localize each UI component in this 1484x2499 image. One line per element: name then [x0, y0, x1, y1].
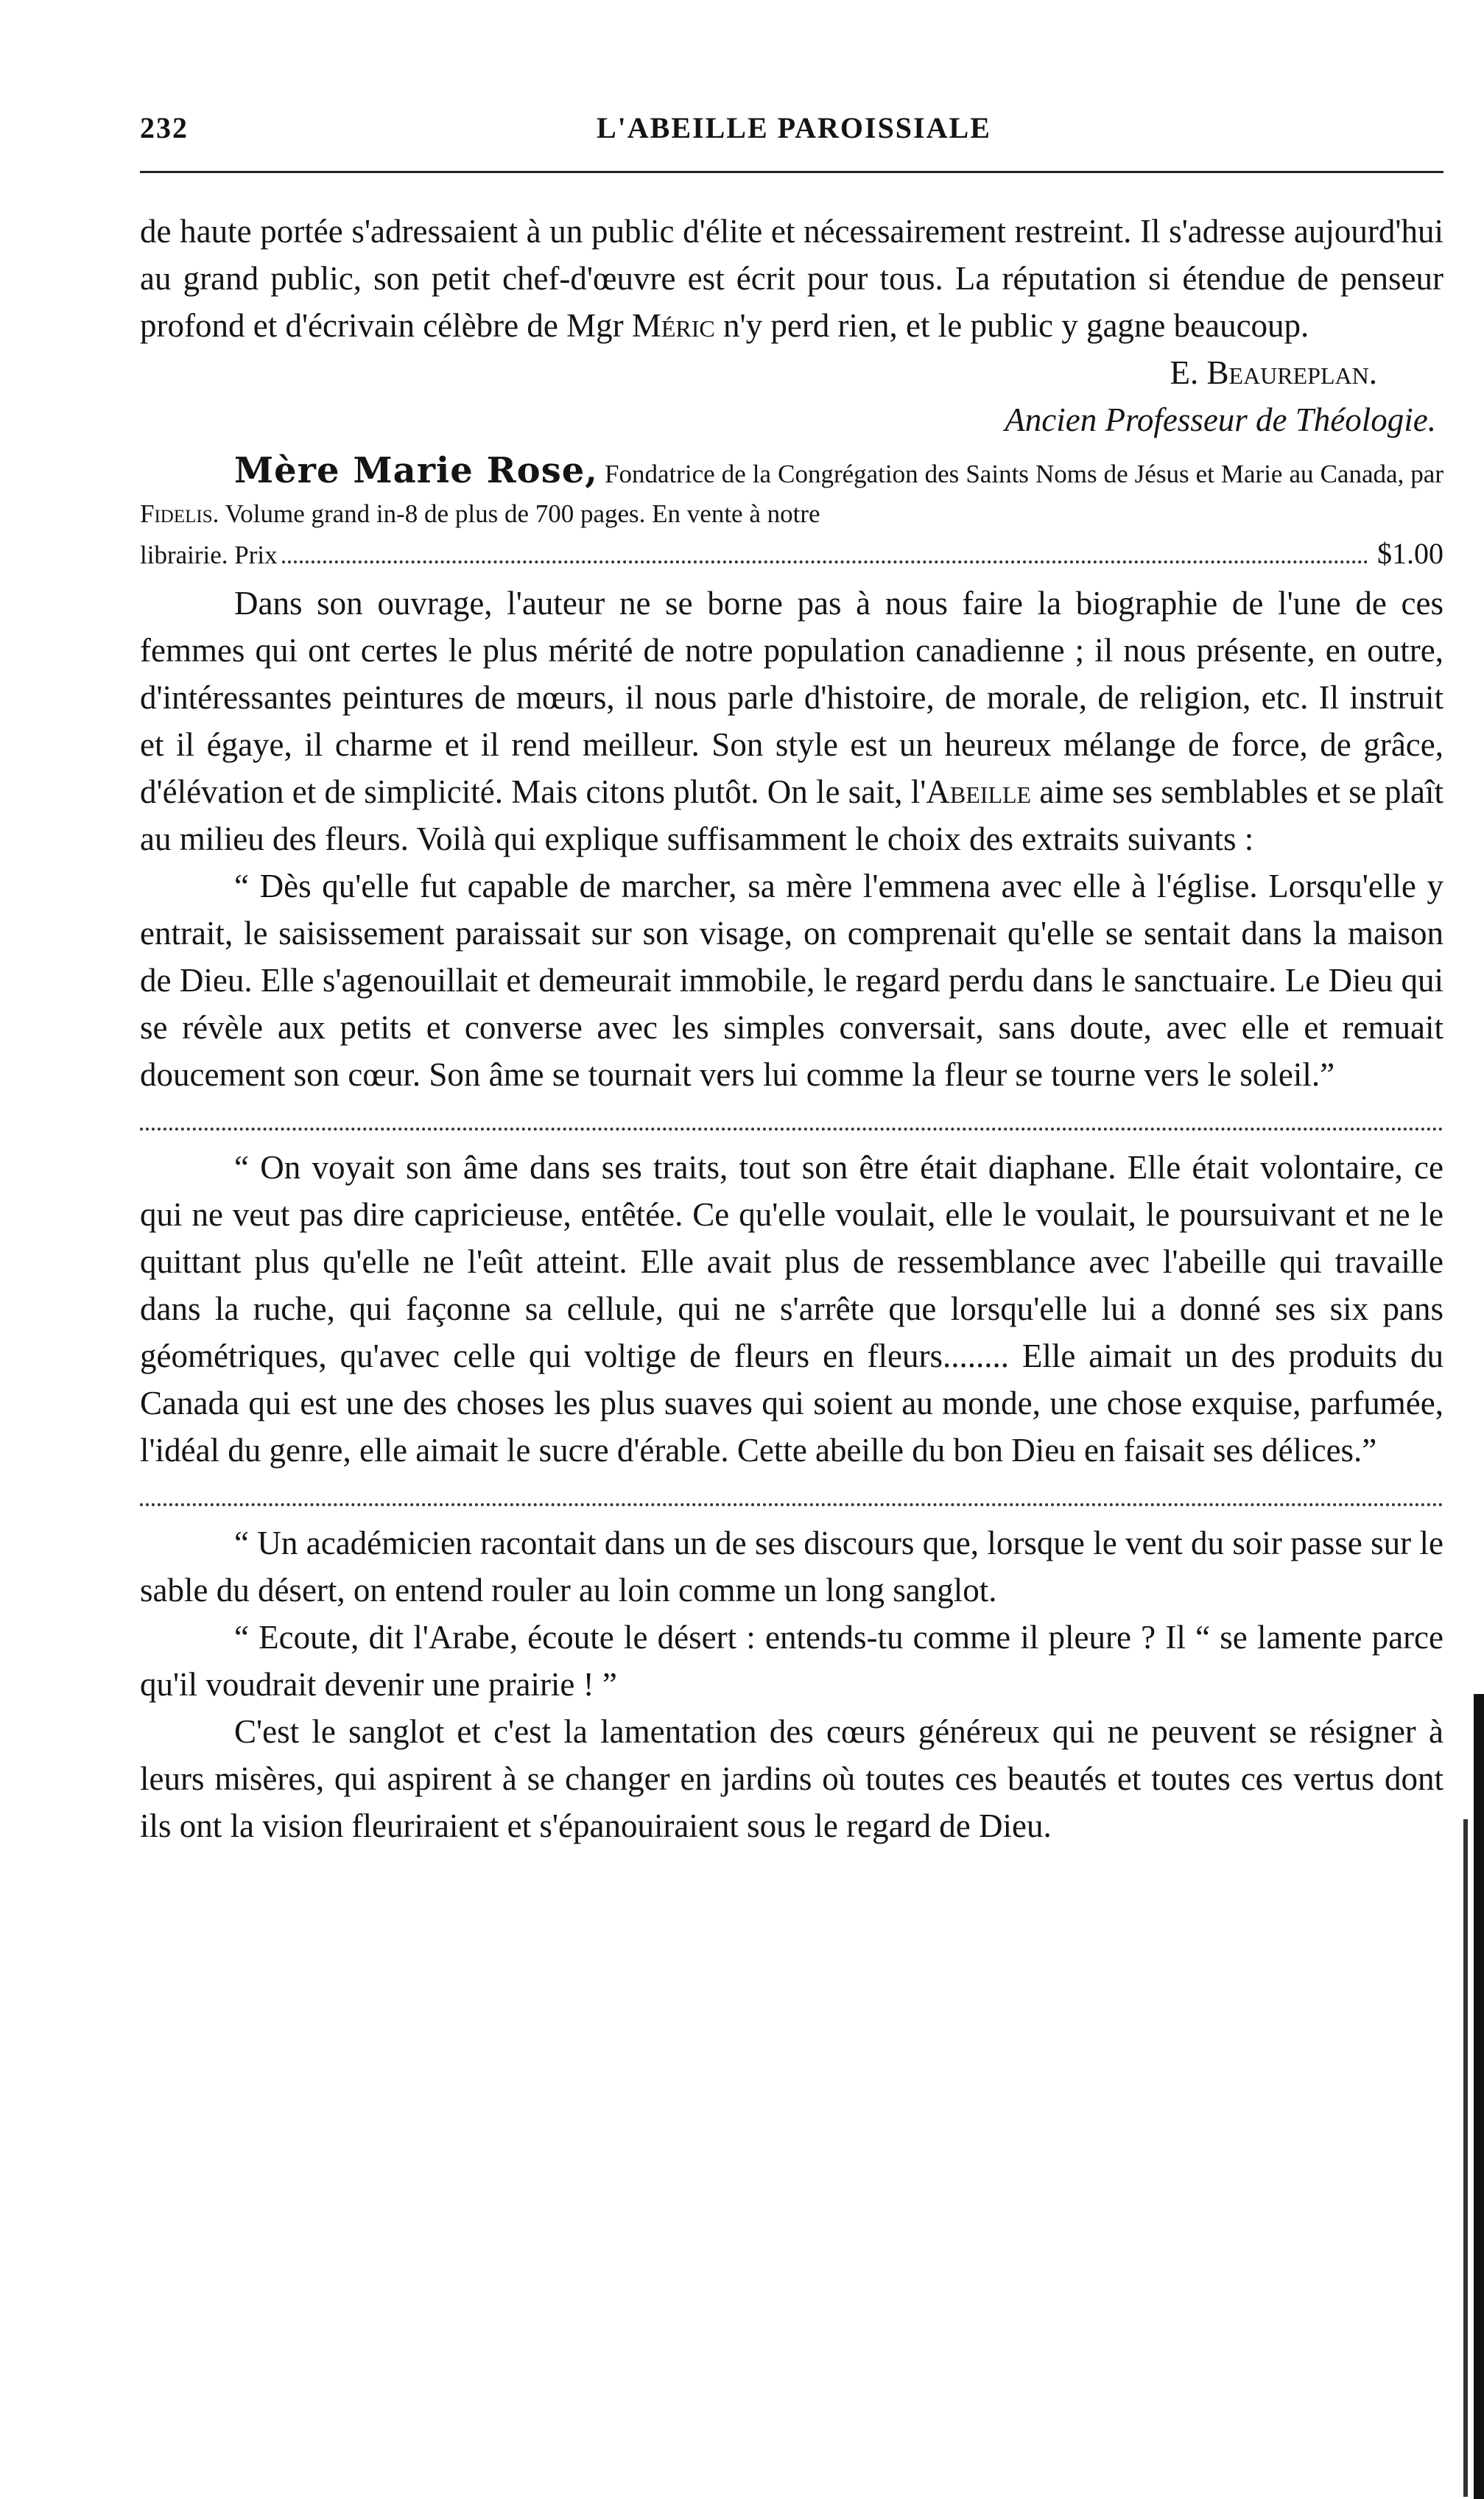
- dotted-separator-1: [140, 1098, 1443, 1131]
- book-title: Mère Marie Rose,: [234, 450, 598, 491]
- quote-4: “ Ecoute, dit l'Arabe, écoute le désert : entends-tu comme il pleure ? Il “ se lamente parce qu'il voudrait devenir une prairie ! ”: [140, 1619, 1443, 1703]
- header-rule: [140, 171, 1443, 173]
- book-description: Fondatrice de la Congrégation des Saints Noms de Jésus et Marie au Canada, par: [597, 460, 1444, 488]
- page-text: [140, 208, 1443, 1849]
- book-notice: [140, 451, 1443, 534]
- review-author-name: Méric: [631, 307, 715, 344]
- signature-role: Ancien Professeur de Théologie.: [1005, 401, 1436, 438]
- review-paragraph: [140, 208, 1443, 349]
- intro-text-1: Dans son ouvrage, l'auteur ne se borne pas à nous faire la biographie de l'une de ces femmes qui ont certes le plus mérité de notre population canadienne ; il nous présente, en outre, d'intéressantes peintures de mœurs, il nous parle d'histoire, de morale, de religion, etc. Il instruit et il égaye, il charme et il rend meilleur. Son style est un heureux mélange de force, de grâce, d'élévation et de simplicité. Mais citons plutôt. On le sait, l': [140, 585, 1443, 810]
- signature: [140, 349, 1443, 396]
- page-header: [140, 110, 1443, 147]
- quote-3: “ Un académicien racontait dans un de ses discours que, lorsque le vent du soir passe sur le sable du désert, on entend rouler au loin comme un long sanglot.: [140, 1525, 1443, 1609]
- review-text-2: n'y perd rien, et le public y gagne beaucoup.: [714, 307, 1309, 344]
- book-author: Fidelis: [140, 499, 213, 528]
- closing-paragraph: C'est le sanglot et c'est la lamentation des cœurs généreux qui ne peuvent se résigner à leurs misères, qui aspirent à se changer en jardins où toutes ces beautés et toutes ces vertus dont ils ont la vision fleuriraient et s'épanouiraient sous le regard de Dieu.: [140, 1713, 1443, 1844]
- signature-initial: E.: [1170, 354, 1207, 391]
- price-label: librairie. Prix: [140, 541, 278, 569]
- book-details: . Volume grand in-8 de plus de 700 pages. En vente à notre: [212, 499, 820, 528]
- intro-text-2: aime ses semblables et se plaît au milieu des fleurs. Voilà qui explique suffisamment le choix des extraits suivants :: [140, 773, 1444, 857]
- abeille-name: Abeille: [926, 773, 1032, 810]
- running-title: L'ABEILLE PAROISSIALE: [597, 111, 991, 144]
- quote-1: “ Dès qu'elle fut capable de marcher, sa mère l'emmena avec elle à l'église. Lorsqu'elle y entrait, le saisissement paraissait sur son visage, on comprenait qu'elle se sentait dans la maison de Dieu. Elle s'agenouillait et demeurait immobile, le regard perdu dans le sanctuaire. Le Dieu qui se révèle aux petits et converse avec les simples conversait, sans doute, avec elle et remuait doucement son cœur. Son âme se tournait vers lui comme la fleur se tourne vers le soleil.”: [140, 868, 1443, 1093]
- page-edge-shadow: [1474, 1694, 1484, 2499]
- review-text-1: de haute portée s'adressaient à un public d'élite et nécessairement restreint. Il s'adresse aujourd'hui au grand public, son petit chef-d'œuvre est écrit pour tous. La réputation si étendue de penseur profond et d'écrivain célèbre de Mgr: [140, 213, 1443, 344]
- signature-name: Beaureplan.: [1206, 354, 1377, 391]
- price-line: [140, 534, 1443, 575]
- page-number: 232: [140, 111, 189, 144]
- intro-paragraph: [140, 580, 1443, 862]
- price-value: $1.00: [1377, 537, 1443, 570]
- dot-leader: [282, 560, 1368, 563]
- quote-2: “ On voyait son âme dans ses traits, tout son être était diaphane. Elle était volontaire, ce qui ne veut pas dire capricieuse, entêtée. Ce qu'elle voulait, elle le voulait, le poursuivant et ne le quittant plus qu'elle ne l'eût atteint. Elle avait plus de ressemblance avec l'abeille qui travaille dans la ruche, qui façonne sa cellule, qui ne s'arrête que lorsqu'elle lui a donné ses six pans géométriques, qu'avec celle qui voltige de fleurs en fleurs........ Elle aimait un des produits du Canada qui est une des choses les plus suaves qui soient au monde, une chose exquise, parfumée, l'idéal du genre, elle aimait le sucre d'érable. Cette abeille du bon Dieu en faisait ses délices.”: [140, 1149, 1443, 1469]
- page-edge-line: [1463, 1819, 1468, 2497]
- dotted-separator-2: [140, 1474, 1443, 1506]
